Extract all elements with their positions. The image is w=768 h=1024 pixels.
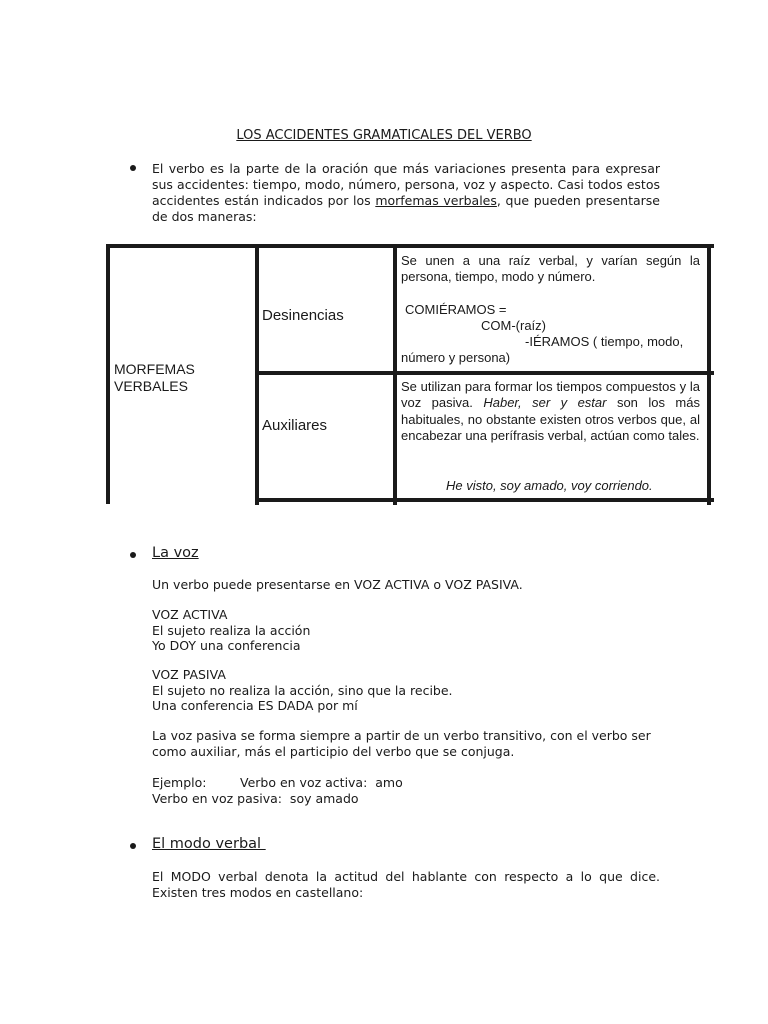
desinencias-example-4: número y persona): [401, 350, 511, 365]
voz-pasiva-title: VOZ PASIVA: [152, 667, 226, 682]
table-border-top: [107, 244, 714, 248]
bullet: [130, 165, 136, 171]
auxiliares-label: Auxiliares: [262, 417, 328, 434]
voz-activa-definition: El sujeto realiza la acción: [152, 622, 311, 638]
ejemplo-activa: Verbo en voz activa: amo: [240, 775, 403, 790]
modo-text: El MODO verbal denota la actitud del hablante con respecto a lo que dice. Existen tres modos en castellano:: [152, 869, 660, 900]
voz-heading: La voz: [152, 545, 199, 561]
intro-text-start: El verbo es la parte de la oración que más variaciones presenta para expresar sus accidentes: tiempo, modo, número, persona, voz y aspecto. Casi todos estos accidentes están indicados por los: [152, 161, 660, 208]
row-header-line-1: MORFEMAS: [114, 361, 195, 377]
table-border-left: [106, 244, 110, 504]
auxiliares-description: [401, 379, 700, 444]
ejemplo-label: Ejemplo:: [152, 775, 207, 790]
intro-paragraph: [152, 161, 660, 225]
table-border-bottom: [255, 498, 714, 502]
table-border-mid: [255, 371, 714, 375]
bullet: [130, 843, 136, 849]
desinencias-description: Se unen a una raíz verbal, y varían según la persona, tiempo, modo y número.: [401, 253, 700, 285]
desinencias-label: Desinencias: [262, 307, 344, 324]
auxiliares-example: He visto, soy amado, voy corriendo.: [446, 478, 653, 493]
desinencias-example-1: COMIÉRAMOS =: [405, 302, 507, 317]
auxiliares-desc-a: Se utilizan para formar los tiempos compuestos y la voz pasiva.: [401, 379, 700, 411]
desinencias-example-2: COM-(raíz): [481, 318, 546, 333]
voz-activa-example: Yo DOY una conferencia: [152, 638, 301, 653]
voz-activa-title: VOZ ACTIVA: [152, 607, 228, 622]
document-title: LOS ACCIDENTES GRAMATICALES DEL VERBO: [236, 128, 532, 143]
auxiliares-desc-b: son los más habituales, no obstante existen otros verbos que, al encabezar una perífrasis verbal, actúan como tales.: [401, 395, 700, 443]
row-header-line-2: VERBALES: [114, 378, 188, 394]
voz-pasiva-definition: El sujeto no realiza la acción, sino que la recibe.: [152, 682, 453, 698]
voz-pasiva-example: Una conferencia ES DADA por mí: [152, 698, 358, 713]
table-row-header: [114, 361, 195, 395]
intro-text-end: , que pueden presentarse de dos maneras:: [152, 193, 660, 224]
voz-intro: Un verbo puede presentarse en VOZ ACTIVA o VOZ PASIVA.: [152, 577, 523, 592]
morfemas-link[interactable]: morfemas verbales: [375, 193, 497, 208]
desinencias-example-3: -IÉRAMOS ( tiempo, modo,: [525, 334, 684, 349]
ejemplo-pasiva: Verbo en voz pasiva: soy amado: [152, 791, 359, 806]
bullet: [130, 552, 136, 558]
voz-formation: La voz pasiva se forma siempre a partir de un verbo transitivo, con el verbo ser como auxiliar, más el participio del verbo que se conjuga.: [152, 728, 651, 759]
auxiliares-desc-italic: Haber, ser y estar: [483, 395, 607, 411]
modo-heading: El modo verbal: [152, 836, 266, 852]
